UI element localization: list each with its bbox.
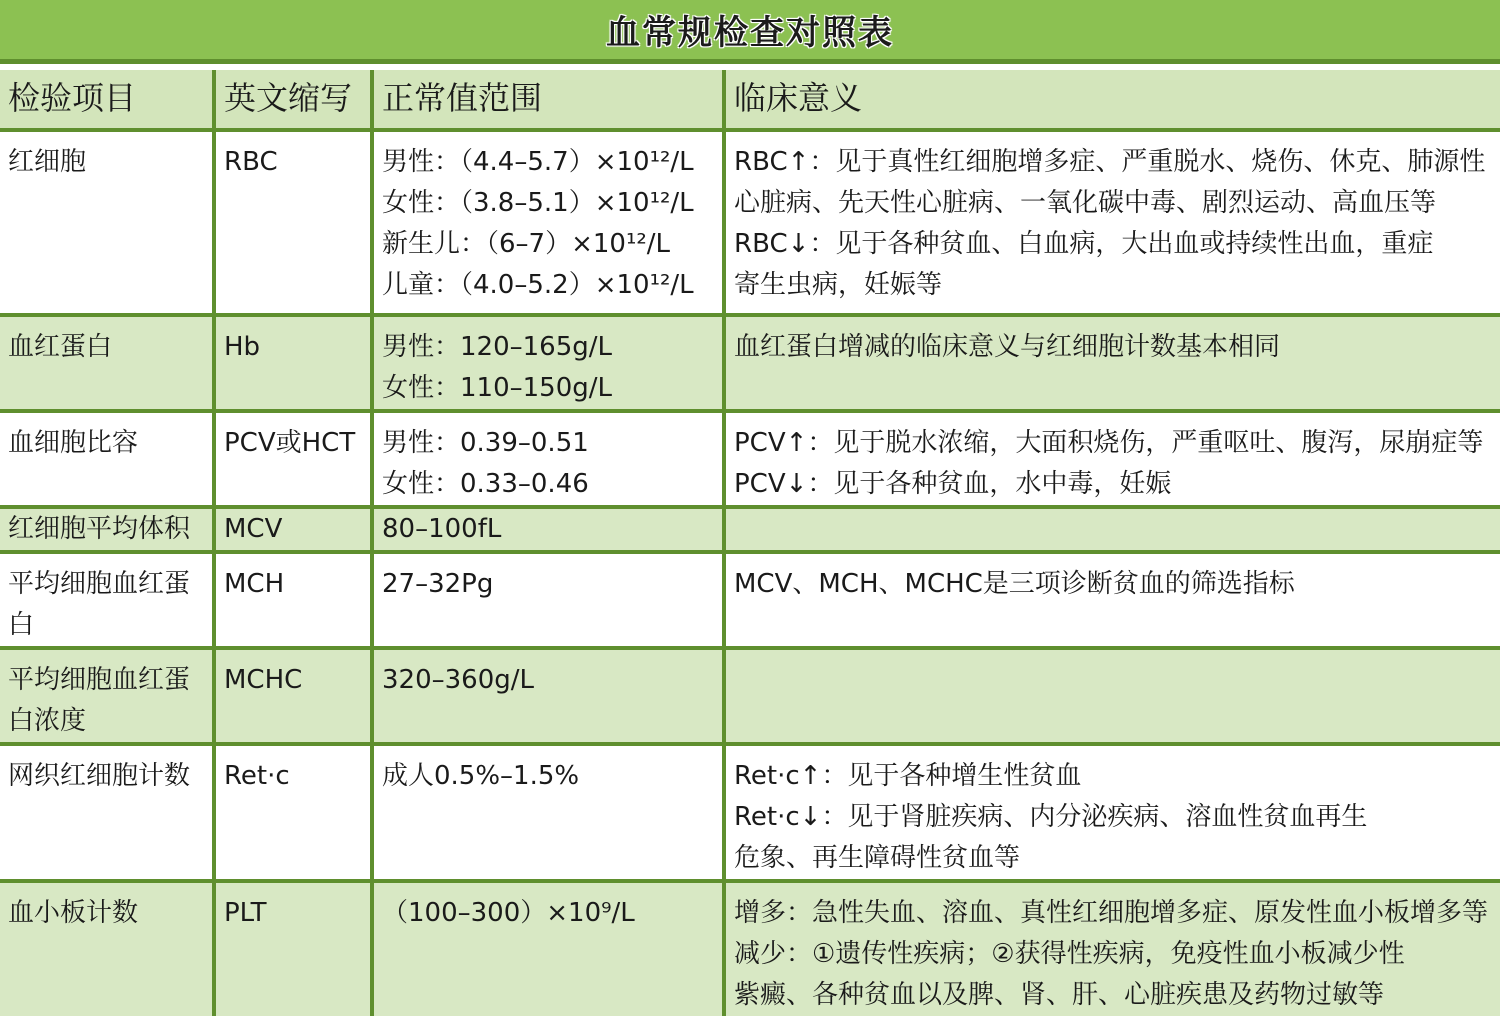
table-row	[0, 315, 1500, 411]
range-line: 女性：110–150g/L	[382, 373, 613, 403]
meaning-line: 血红蛋白增减的临床意义与红细胞计数基本相同	[734, 332, 1281, 362]
range-line: 男性：（4.4–5.7）×10¹²/L	[382, 147, 694, 177]
table-row	[0, 411, 1500, 507]
normal-range	[372, 130, 724, 315]
table-row	[0, 881, 1500, 1016]
range-line: 儿童：（4.0–5.2）×10¹²/L	[382, 270, 694, 300]
item-name: 红细胞	[0, 130, 214, 315]
meaning-line: PCV↓：见于各种贫血，水中毒，妊娠	[734, 469, 1172, 499]
header-row	[0, 70, 1500, 130]
range-line: 男性：0.39–0.51	[382, 428, 589, 458]
range-line: （100–300）×10⁹/L	[382, 898, 635, 928]
item-abbr: MCV	[214, 507, 372, 552]
normal-range	[372, 315, 724, 411]
clinical-meaning	[724, 411, 1500, 507]
range-line: 女性：（3.8–5.1）×10¹²/L	[382, 188, 694, 218]
normal-range	[372, 744, 724, 881]
normal-range	[372, 507, 724, 552]
title-bar	[0, 0, 1500, 64]
table-row	[0, 648, 1500, 744]
range-line: 320–360g/L	[382, 665, 535, 695]
meaning-line: 心脏病、先天性心脏病、一氧化碳中毒、剧烈运动、高血压等	[734, 188, 1437, 218]
meaning-line: PCV↑：见于脱水浓缩，大面积烧伤，严重呕吐、腹泻，尿崩症等	[734, 428, 1484, 458]
header-meaning: 临床意义	[724, 70, 1500, 130]
item-abbr: MCH	[214, 552, 372, 648]
clinical-meaning	[724, 881, 1500, 1016]
meaning-line: 危象、再生障碍性贫血等	[734, 843, 1021, 873]
table-title: 血常规检查对照表	[606, 13, 894, 53]
header-item: 检验项目	[0, 70, 214, 130]
header-range: 正常值范围	[372, 70, 724, 130]
item-abbr: MCHC	[214, 648, 372, 744]
meaning-line: 紫癜、各种贫血以及脾、肾、肝、心脏疾患及药物过敏等	[734, 980, 1385, 1010]
clinical-meaning	[724, 315, 1500, 411]
meaning-line: RBC↑：见于真性红细胞增多症、严重脱水、烧伤、休克、肺源性	[734, 147, 1486, 177]
item-name: 网织红细胞计数	[0, 744, 214, 881]
item-abbr: RBC	[214, 130, 372, 315]
blood-test-table	[0, 70, 1500, 1016]
item-abbr: Ret·c	[214, 744, 372, 881]
meaning-line: Ret·c↑：见于各种增生性贫血	[734, 761, 1082, 791]
range-line: 成人0.5%–1.5%	[382, 761, 580, 791]
meaning-line: 增多：急性失血、溶血、真性红细胞增多症、原发性血小板增多等	[734, 898, 1489, 928]
item-name: 血细胞比容	[0, 411, 214, 507]
meaning-line: 寄生虫病，妊娠等	[734, 270, 943, 300]
table-row	[0, 744, 1500, 881]
range-line: 新生儿：（6–7）×10¹²/L	[382, 229, 671, 259]
normal-range	[372, 881, 724, 1016]
range-line: 80–100fL	[382, 514, 502, 544]
table-row	[0, 552, 1500, 648]
normal-range	[372, 411, 724, 507]
clinical-meaning	[724, 648, 1500, 744]
table-row	[0, 130, 1500, 315]
clinical-meaning	[724, 552, 1500, 648]
table-row	[0, 507, 1500, 552]
normal-range	[372, 648, 724, 744]
normal-range	[372, 552, 724, 648]
meaning-line: 减少：①遗传性疾病；②获得性疾病，免疫性血小板减少性	[734, 939, 1405, 969]
item-abbr: PLT	[214, 881, 372, 1016]
clinical-meaning	[724, 744, 1500, 881]
range-line: 27–32Pg	[382, 569, 494, 599]
header-abbr: 英文缩写	[214, 70, 372, 130]
item-name: 血小板计数	[0, 881, 214, 1016]
item-name: 红细胞平均体积	[0, 507, 214, 552]
item-name: 平均细胞血红蛋白	[0, 552, 214, 648]
range-line: 男性：120–165g/L	[382, 332, 613, 362]
clinical-meaning	[724, 507, 1500, 552]
item-abbr: Hb	[214, 315, 372, 411]
item-name: 血红蛋白	[0, 315, 214, 411]
item-name: 平均细胞血红蛋白浓度	[0, 648, 214, 744]
clinical-meaning	[724, 130, 1500, 315]
meaning-line: Ret·c↓：见于肾脏疾病、内分泌疾病、溶血性贫血再生	[734, 802, 1368, 832]
item-abbr: PCV或HCT	[214, 411, 372, 507]
meaning-line: MCV、MCH、MCHC是三项诊断贫血的筛选指标	[734, 569, 1295, 599]
range-line: 女性：0.33–0.46	[382, 469, 589, 499]
meaning-line: RBC↓：见于各种贫血、白血病，大出血或持续性出血，重症	[734, 229, 1434, 259]
